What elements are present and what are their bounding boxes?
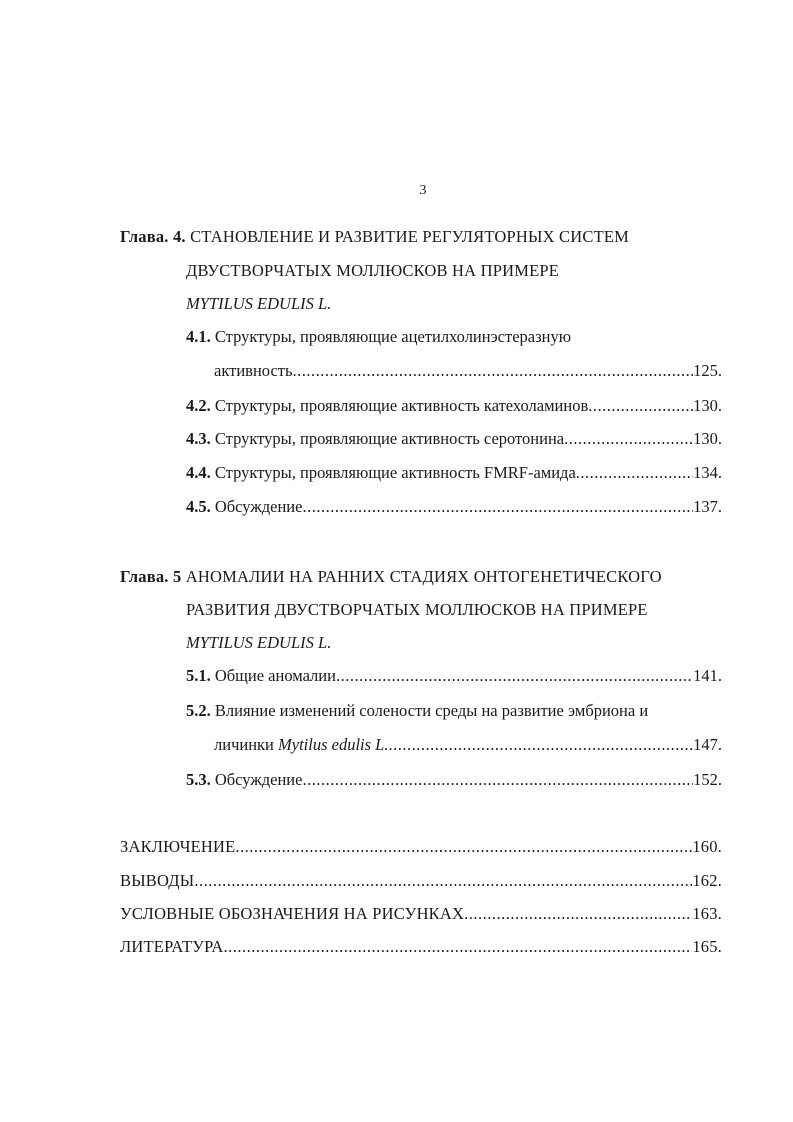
toc-entry-4-1 xyxy=(186,325,571,349)
toc-entry-4-2 xyxy=(186,394,722,418)
species-name: Mytilus edulis L. xyxy=(278,735,389,754)
section-number: 5.2. xyxy=(186,701,211,720)
page-ref: 130. xyxy=(693,429,722,448)
chapter4-title-line3: MYTILUS EDULIS L. xyxy=(186,294,332,313)
page-number: 3 xyxy=(419,183,427,198)
chapter5-title-line2: РАЗВИТИЯ ДВУСТВОРЧАТЫХ МОЛЛЮСКОВ НА ПРИМЕРЕ xyxy=(186,600,648,619)
page-ref: 137. xyxy=(693,497,722,516)
section-number: 4.3. xyxy=(186,429,211,448)
chapter5-heading xyxy=(120,565,662,589)
leader-dots xyxy=(464,902,692,926)
section-title: Структуры, проявляющие ацетилхолинэстеразную xyxy=(214,327,572,346)
leader-dots xyxy=(194,869,692,893)
leader-dots xyxy=(588,394,693,418)
page-ref: 152. xyxy=(693,770,722,789)
toc-entry-5-2-cont xyxy=(214,733,722,757)
section-title: Структуры, проявляющие активность серотонина xyxy=(214,429,565,448)
leader-dots xyxy=(302,768,693,792)
section-title: Обсуждение xyxy=(214,770,303,789)
leader-dots xyxy=(293,359,694,383)
section-number: 4.1. xyxy=(186,327,211,346)
chapter4-title-line2: ДВУСТВОРЧАТЫХ МОЛЛЮСКОВ НА ПРИМЕРЕ xyxy=(186,261,560,280)
entry-title: ЛИТЕРАТУРА xyxy=(120,937,224,956)
section-title-cont: активность xyxy=(214,361,293,380)
toc-entry-4-5 xyxy=(186,495,722,519)
section-number: 5.1. xyxy=(186,666,211,685)
section-number: 4.5. xyxy=(186,497,211,516)
section-number: 5.3. xyxy=(186,770,211,789)
leader-dots xyxy=(336,664,693,688)
page-ref: 125. xyxy=(693,361,722,380)
chapter5-title-line3: MYTILUS EDULIS L. xyxy=(186,633,332,652)
section-title-cont: личинки xyxy=(214,735,274,754)
leader-dots xyxy=(224,935,693,959)
leader-dots xyxy=(564,427,693,451)
section-title: Структуры, проявляющие активность FMRF-амида xyxy=(214,463,576,482)
page-ref: 147. xyxy=(693,735,722,754)
page-ref: 141. xyxy=(693,666,722,685)
page-ref: 130. xyxy=(693,396,722,415)
page-ref: 163. xyxy=(692,904,722,923)
section-title: Общие аномалии xyxy=(214,666,336,685)
chapter4-heading xyxy=(120,225,629,249)
section-title: Обсуждение xyxy=(214,497,303,516)
leader-dots xyxy=(235,835,692,859)
toc-entry-5-1 xyxy=(186,664,722,688)
page-ref: 134. xyxy=(693,463,722,482)
toc-entry-findings xyxy=(120,869,722,893)
leader-dots xyxy=(302,495,693,519)
section-number: 4.4. xyxy=(186,463,211,482)
toc-entry-5-3 xyxy=(186,768,722,792)
toc-entry-5-2 xyxy=(186,699,648,723)
chapter5-label: Глава. 5 xyxy=(120,567,182,586)
toc-entry-4-3 xyxy=(186,427,722,451)
toc-entry-4-4 xyxy=(186,461,722,485)
section-number: 4.2. xyxy=(186,396,211,415)
toc-entry-references xyxy=(120,935,722,959)
section-title: Структуры, проявляющие активность катехоламинов xyxy=(214,396,589,415)
page-ref: 165. xyxy=(692,937,722,956)
entry-title: УСЛОВНЫЕ ОБОЗНАЧЕНИЯ НА РИСУНКАХ xyxy=(120,904,465,923)
chapter4-label: Глава. 4. xyxy=(120,227,186,246)
entry-title: ВЫВОДЫ xyxy=(120,871,195,890)
chapter5-title-line1: АНОМАЛИИ НА РАННИХ СТАДИЯХ ОНТОГЕНЕТИЧЕСКОГО xyxy=(185,567,662,586)
leader-dots xyxy=(388,733,693,757)
toc-entry-legend xyxy=(120,902,722,926)
entry-title: ЗАКЛЮЧЕНИЕ xyxy=(120,837,236,856)
chapter4-title-line1: СТАНОВЛЕНИЕ И РАЗВИТИЕ РЕГУЛЯТОРНЫХ СИСТЕМ xyxy=(190,227,630,246)
leader-dots xyxy=(576,461,693,485)
toc-entry-conclusion xyxy=(120,835,722,859)
toc-entry-4-1-cont xyxy=(214,359,722,383)
page-ref: 162. xyxy=(692,871,722,890)
section-title: Влияние изменений солености среды на развитие эмбриона и xyxy=(214,701,649,720)
page-ref: 160. xyxy=(692,837,722,856)
